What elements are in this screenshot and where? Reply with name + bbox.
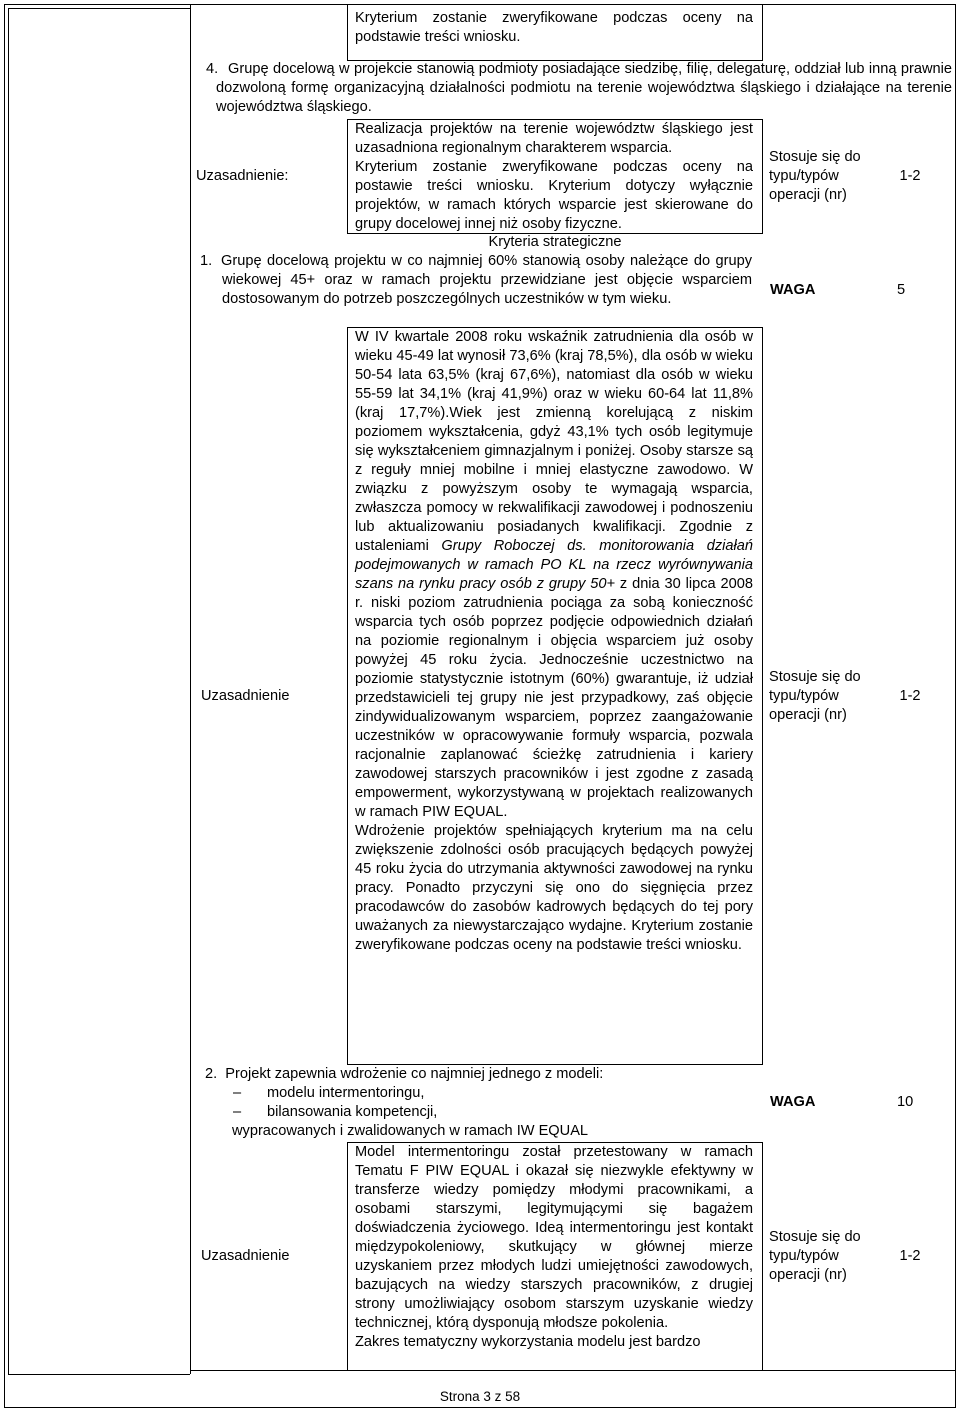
s1-justification-text: [355, 328, 753, 955]
page-footer: Strona 3 z 58: [439, 1389, 521, 1404]
s1-box-right: [762, 327, 763, 1065]
c4-justification-label: [196, 119, 346, 234]
s2-box-right: [762, 1142, 763, 1371]
s1-applies-to: [769, 327, 885, 1065]
s1-just-p2: Wdrożenie projektów spełniających kryterium ma na celu zwiększenie zdolności osób pracujących będących powyżej 45 roku życia do utrzymania aktywności zawodowej na rynku pracy. Ponadto przyczyni się ono do sięgnięcia przez pracodawców do zasobów kadrowych będących do tej pory uważanych za niewystarczająco wydajne. Kryterium zostanie zweryfikowane podczas oceny na podstawie treści wniosku.: [355, 823, 753, 953]
s1-weight-value: 5: [897, 282, 906, 298]
s1-box-left: [347, 327, 348, 1065]
s1-applies-text: Stosuje się do typu/typów operacji (nr): [769, 668, 861, 723]
s1-p1-b: z dnia 30 lipca 2008 r. niski poziom zatrudnienia pociąga za sobą konieczność wsparcia tych osób poprzez podjęcie odpowiednich działań na poziomie regionalnym i objęcia wsparciem już osoby powyżej 45 roku życia. Jednocześnie uczestnictwo na poziomie statystycznie istotnym (60%) gwarantuje, iż udział przedstawicieli tej grupy nie jest przypadkowy, zaś objęcie zindywidualizowanym wsparciem, poprzez zaangażowanie uczestników w opracowywanie formuły wsparcia, pozwala racjonalnie zaplanować ścieżkę zatrudnienia i kariery zawodowej starszych pracowników i jest zgodne z zasadą empowerment, wykorzystywaną w projektach realizowanych w ramach PIW EQUAL.: [355, 576, 753, 820]
s2-weight-label: WAGA: [770, 1094, 816, 1110]
section-header: Kryteria strategiczne: [488, 234, 622, 250]
s2-justification-text: [355, 1143, 753, 1352]
top-note: Kryterium zostanie zweryfikowane podczas oceny na podstawie treści wniosku.: [355, 10, 753, 45]
gutter-right: [190, 4, 191, 1374]
c4-just-p2: Kryterium zostanie zweryfikowane podczas oceny na postawie treści wniosku. Kryterium dotyczy wyłącznie projektów, w ramach których wsparcie jest skierowane do grupy docelowej innej niż osoby fizyczne.: [355, 159, 753, 232]
main-bottom: [190, 1370, 956, 1371]
s2-intro: [205, 1065, 755, 1084]
c4-criterion-text: Grupę docelową w projekcie stanowią podmioty posiadające siedzibę, filię, delegaturę, oddział lub inną prawnie dozwoloną formę organizacyjną działalności podmiotu na terenie województwa śląskiego i działające na terenie województwa śląskiego.: [216, 61, 952, 115]
s1-label-text: Uzasadnienie: [201, 687, 290, 704]
s2-applies-to: [769, 1142, 885, 1370]
s2-model-item: – modelu intermentoringu,: [219, 1084, 755, 1103]
frame-bottom: [4, 1407, 956, 1408]
c4-box-right: [762, 119, 763, 234]
s2-label-text: Uzasadnienie: [201, 1247, 290, 1264]
topnote-left: [347, 4, 348, 60]
s2-model-list: [219, 1084, 755, 1122]
s2-just-para-cut: Zakres tematyczny wykorzystania modelu jest bardzo: [355, 1334, 701, 1350]
s2-applies-text: Stosuje się do typu/typów operacji (nr): [769, 1228, 861, 1283]
s1-types: [885, 327, 935, 1065]
s1-weight-label: WAGA: [770, 282, 816, 298]
s2-justification-label: [201, 1142, 341, 1370]
gutter-left: [8, 8, 9, 1374]
s2-tail: wypracowanych i zwalidowanych w ramach IW EQUAL: [232, 1123, 589, 1139]
topnote-right: [762, 4, 763, 60]
c4-number: 4.: [206, 61, 219, 77]
c4-label-text: Uzasadnienie:: [196, 168, 289, 184]
s1-types-text: 1-2: [899, 687, 921, 704]
s2-weight-value: 10: [897, 1094, 914, 1110]
c4-types-text: 1-2: [899, 168, 921, 184]
s2-criterion: [205, 1065, 755, 1141]
c4-applies-text: Stosuje się do typu/typów operacji (nr): [769, 149, 861, 203]
s2-types-text: 1-2: [899, 1247, 921, 1264]
s2-intro-text: Projekt zapewnia wdrożenie co najmniej jednego z modeli:: [225, 1066, 604, 1082]
s2-box-left: [347, 1142, 348, 1371]
frame-left: [4, 4, 5, 1408]
s2-types: [885, 1142, 935, 1370]
s1-criterion-text: Grupę docelową projektu w co najmniej 60% stanowią osoby należące do grupy wiekowej 45+ oraz w ramach projektu przewidziane jest objęcie wsparciem dostosowanym do potrzeb poszczególnych uczestników w tym wieku.: [221, 253, 752, 307]
s2-model-item: – bilansowania kompetencji,: [219, 1103, 755, 1122]
s2-number: 2.: [205, 1066, 218, 1082]
c4-just-p1: Realizacja projektów na terenie województw śląskiego jest uzasadniona regionalnym charakterem wsparcia.: [355, 121, 753, 156]
s1-justification-label: [201, 327, 341, 1065]
c4-applies-to: [769, 119, 885, 234]
s1-p1-a: W IV kwartale 2008 roku wskaźnik zatrudnienia dla osób w wieku 45-49 lat wynosił 73,6% (kraj 78,5%), dla osób w wieku 50-54 lata 63,5% (kraj 67,6%), natomiast dla osób w wieku 55-59 lat 34,1% (kraj 41,9%) oraz w wieku 60-64 lat 11,8% (kraj 17,7%).Wiek jest zmienną korelującą z niskim poziomem wykształcenia, gdyż 43,1% tych osób legitymuje się wykształceniem gimnazjalnym i poniżej. Osoby starsze są z reguły mniej mobilne i mniej elastyczne zawodowo. W związku z powyższym osoby te wymagają wsparcia, zwłaszcza pomocy w rekwalifikacji zawodowej i podnoszeniu lub aktualizowaniu posiadanych kwalifikacji. Zgodnie z ustaleniami: [355, 329, 753, 554]
c4-justification-text: [355, 120, 753, 234]
frame-top: [4, 4, 956, 5]
c4-types: [885, 119, 935, 234]
frame-right: [955, 4, 956, 1408]
s2-just-para: Model intermentoringu został przetestowany w ramach Tematu F PIW EQUAL i okazał się niezwykle efektywny w transferze wiedzy pomiędzy młodymi pracownikami, a osobami starszymi, legitymującymi się bagażem doświadczenia życiowego. Ideą intermentoringu jest kontakt międzypokoleniowy, skutkujący w głównej mierze uzyskaniem przez młodych ludzi umiejętności zawodowych, bazujących na wiedzy starszych pracowników, z drugiej strony umożliwiający osobom starszym uzyskanie wiedzy technicznej, którą dysponują młodsze pokolenia.: [355, 1144, 753, 1331]
s1-number: 1.: [200, 253, 213, 269]
s1-just-p1: [355, 328, 753, 822]
s1-p1-italic: Grupy Roboczej ds. monitorowania działań podejmowanych w ramach PO KL na rzecz wyrównywania szans na rynku pracy osób z grupy 50+: [355, 538, 753, 592]
gutter-top: [8, 8, 190, 9]
c4-box-left: [347, 119, 348, 234]
gutter-bottom: [8, 1374, 190, 1375]
